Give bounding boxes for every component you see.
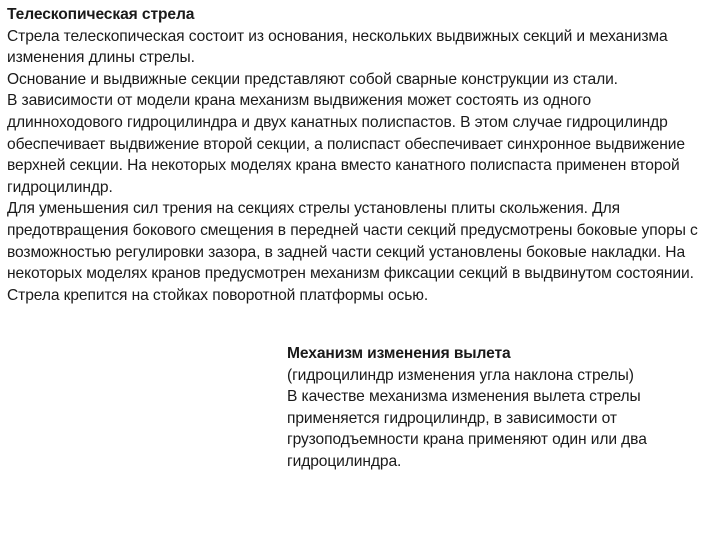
reach-mechanism-section: [287, 343, 667, 473]
reach-mechanism-subtitle: (гидроцилиндр изменения угла наклона стрелы): [287, 366, 634, 384]
telescopic-boom-section: [7, 4, 707, 306]
paragraph-composition: Стрела телескопическая состоит из основания, нескольких выдвижных секций и механизма изменения длины стрелы.: [7, 27, 668, 67]
reach-mechanism-title: Механизм изменения вылета: [287, 345, 511, 362]
section-title: Телескопическая стрела: [7, 6, 195, 23]
paragraph-extension-mechanism: В зависимости от модели крана механизм выдвижения может состоять из одного длинноходового гидроцилиндра и двух канатных полиспастов. В этом случае гидроцилиндр обеспечивает выдвижение второй секции, а полиспаст обеспечивает синхронное выдвижение верхней секции. На некоторых моделях крана вместо канатного полиспаста применен второй гидроцилиндр.: [7, 92, 685, 196]
paragraph-materials: Основание и выдвижные секции представляют собой сварные конструкции из стали.: [7, 70, 618, 88]
paragraph-mounting: Стрела крепится на стойках поворотной платформы осью.: [7, 286, 429, 304]
paragraph-friction-plates: Для уменьшения сил трения на секциях стрелы установлены плиты скольжения. Для предотвращения бокового смещения в передней части секций предусмотрены боковые упоры с возможностью регулировки зазора, в задней части секций установлены боковые накладки. На некоторых моделях кранов предусмотрен механизм фиксации секций в выдвинутом состоянии.: [7, 200, 698, 283]
reach-mechanism-body: В качестве механизма изменения вылета стрелы применяется гидроцилиндр, в зависимости от грузоподъемности крана применяют один или два гидроцилиндра.: [287, 388, 647, 470]
